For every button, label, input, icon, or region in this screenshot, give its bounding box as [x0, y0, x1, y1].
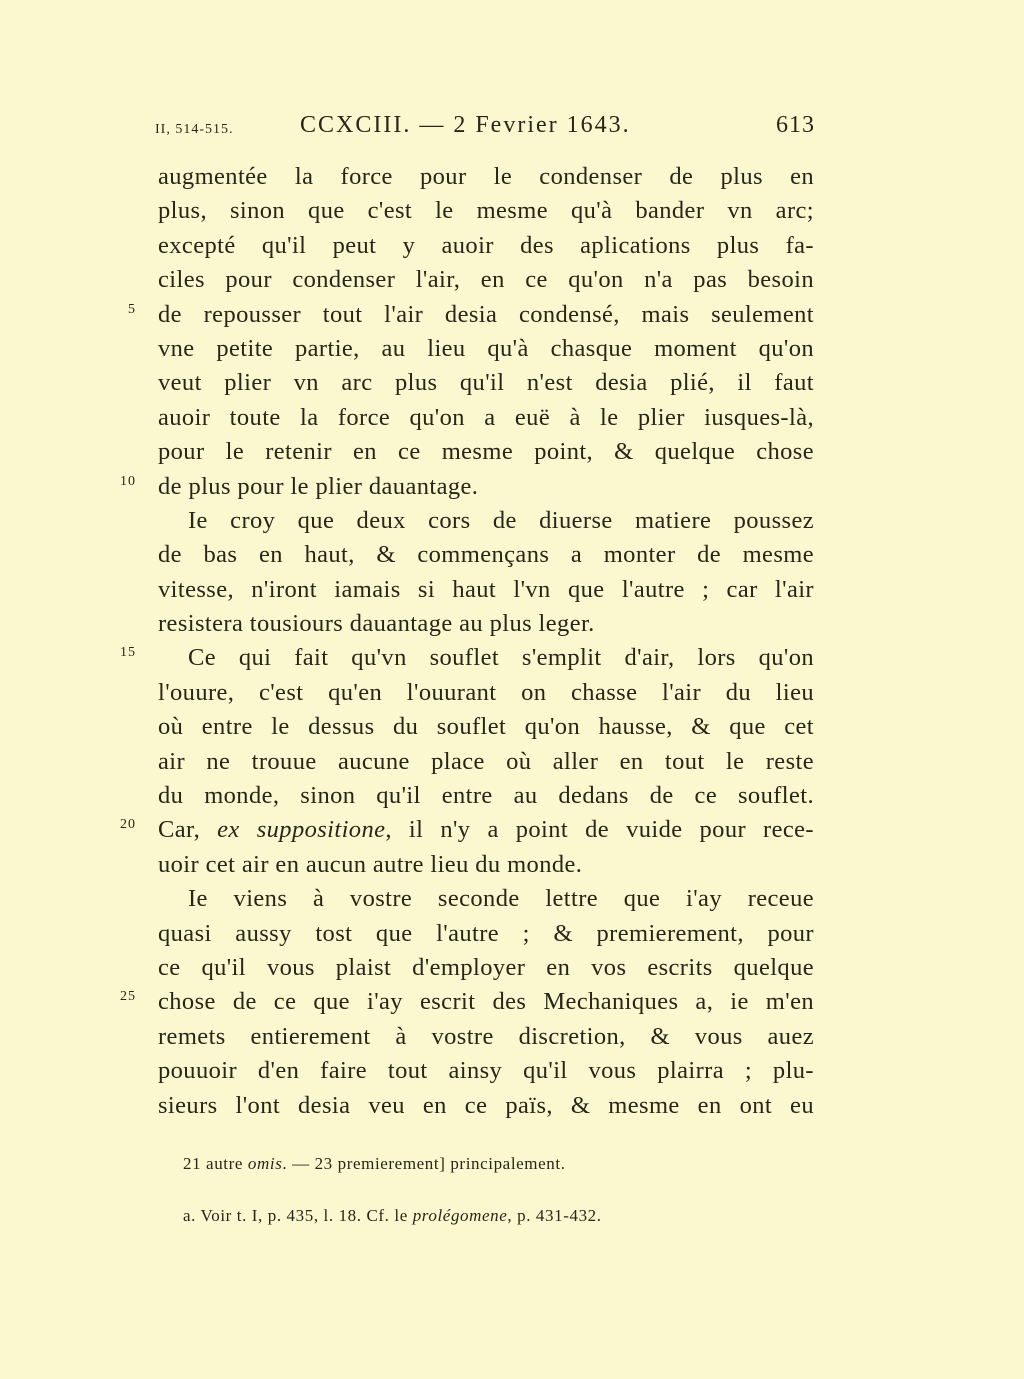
line-text: plus, sinon que c'est le mesme qu'à bander vn arc; — [158, 197, 814, 225]
text-line — [0, 882, 1024, 916]
line-text: ciles pour condenser l'air, en ce qu'on n'a pas besoin — [158, 266, 814, 294]
text-line — [0, 194, 1024, 228]
line-text: remets entierement à vostre discretion, & vous auez — [158, 1022, 814, 1050]
line-text: l'ouure, c'est qu'en l'ouurant on chasse l'air du lieu — [158, 678, 814, 706]
line-text: veut plier vn arc plus qu'il n'est desia plié, il faut — [158, 369, 814, 397]
text-line — [0, 710, 1024, 744]
page-number: 613 — [776, 112, 815, 138]
line-text: vitesse, n'iront iamais si haut l'vn que l'autre ; car l'air — [158, 575, 814, 603]
text-line — [0, 298, 1024, 332]
text-line — [0, 1020, 1024, 1054]
line-text: sieurs l'ont desia veu en ce païs, & mesme en ont eu — [158, 1091, 814, 1119]
text-line — [0, 813, 1024, 847]
line-text: pouuoir d'en faire tout ainsy qu'il vous plairra ; plu- — [158, 1057, 814, 1085]
line-number: 20 — [120, 817, 136, 833]
running-header — [155, 112, 815, 146]
line-text: chose de ce que i'ay escrit des Mechaniques a, ie m'en — [158, 988, 814, 1016]
line-text: ce qu'il vous plaist d'employer en vos escrits quelque — [158, 953, 814, 981]
text-line — [0, 745, 1024, 779]
line-text: de repousser tout l'air desia condensé, mais seulement — [158, 300, 814, 328]
header-volume-ref: II, 514-515. — [155, 122, 234, 137]
line-text: Ie viens à vostre seconde lettre que i'ay receue — [188, 885, 814, 913]
text-line — [0, 366, 1024, 400]
footnotes — [183, 1152, 783, 1228]
text-line — [0, 573, 1024, 607]
text-line — [0, 332, 1024, 366]
text-line — [0, 676, 1024, 710]
line-number: 15 — [120, 645, 136, 661]
text-line — [0, 607, 1024, 641]
line-number: 10 — [120, 473, 136, 489]
line-text: resistera tousiours dauantage au plus leger. — [158, 610, 595, 638]
line-text: du monde, sinon qu'il entre au dedans de ce souflet. — [158, 782, 814, 810]
line-number: 25 — [120, 989, 136, 1005]
text-line — [0, 1089, 1024, 1123]
text-line — [0, 470, 1024, 504]
line-text: pour le retenir en ce mesme point, & quelque chose — [158, 438, 814, 466]
line-text: uoir cet air en aucun autre lieu du monde. — [158, 850, 583, 878]
text-line — [0, 917, 1024, 951]
text-line — [0, 951, 1024, 985]
line-text: où entre le dessus du souflet qu'on hausse, & que cet — [158, 713, 814, 741]
body-text — [0, 160, 1024, 1123]
line-text: Ie croy que deux cors de diuerse matiere poussez — [188, 506, 814, 534]
text-line — [0, 504, 1024, 538]
text-line — [0, 401, 1024, 435]
header-letter-title: CCXCIII. — 2 Fevrier 1643. — [300, 112, 631, 138]
variant-note: 21 autre omis. — 23 premierement] principalement. — [183, 1154, 566, 1173]
line-text: de bas en haut, & commençans a monter de mesme — [158, 541, 814, 569]
text-line — [0, 985, 1024, 1019]
line-text: excepté qu'il peut y auoir des aplications plus fa- — [158, 231, 814, 259]
line-text: Ce qui fait qu'vn souflet s'emplit d'air, lors qu'on — [188, 644, 814, 672]
line-number: 5 — [128, 301, 136, 317]
line-text: quasi aussy tost que l'autre ; & premierement, pour — [158, 919, 814, 947]
text-line — [0, 229, 1024, 263]
line-text: auoir toute la force qu'on a euë à le plier iusques-là, — [158, 403, 814, 431]
text-line — [0, 779, 1024, 813]
line-text: vne petite partie, au lieu qu'à chasque moment qu'on — [158, 334, 814, 362]
text-line — [0, 1054, 1024, 1088]
text-line — [0, 263, 1024, 297]
text-line — [0, 160, 1024, 194]
text-line — [0, 435, 1024, 469]
footnote-a: a. Voir t. I, p. 435, l. 18. Cf. le prolégomene, p. 431-432. — [183, 1206, 602, 1225]
text-line — [0, 641, 1024, 675]
line-text: Car, ex suppositione, il n'y a point de vuide pour rece- — [158, 816, 814, 844]
line-text: air ne trouue aucune place où aller en tout le reste — [158, 747, 814, 775]
line-text: de plus pour le plier dauantage. — [158, 472, 479, 500]
line-text: augmentée la force pour le condenser de plus en — [158, 163, 814, 190]
text-line — [0, 538, 1024, 572]
text-line — [0, 848, 1024, 882]
